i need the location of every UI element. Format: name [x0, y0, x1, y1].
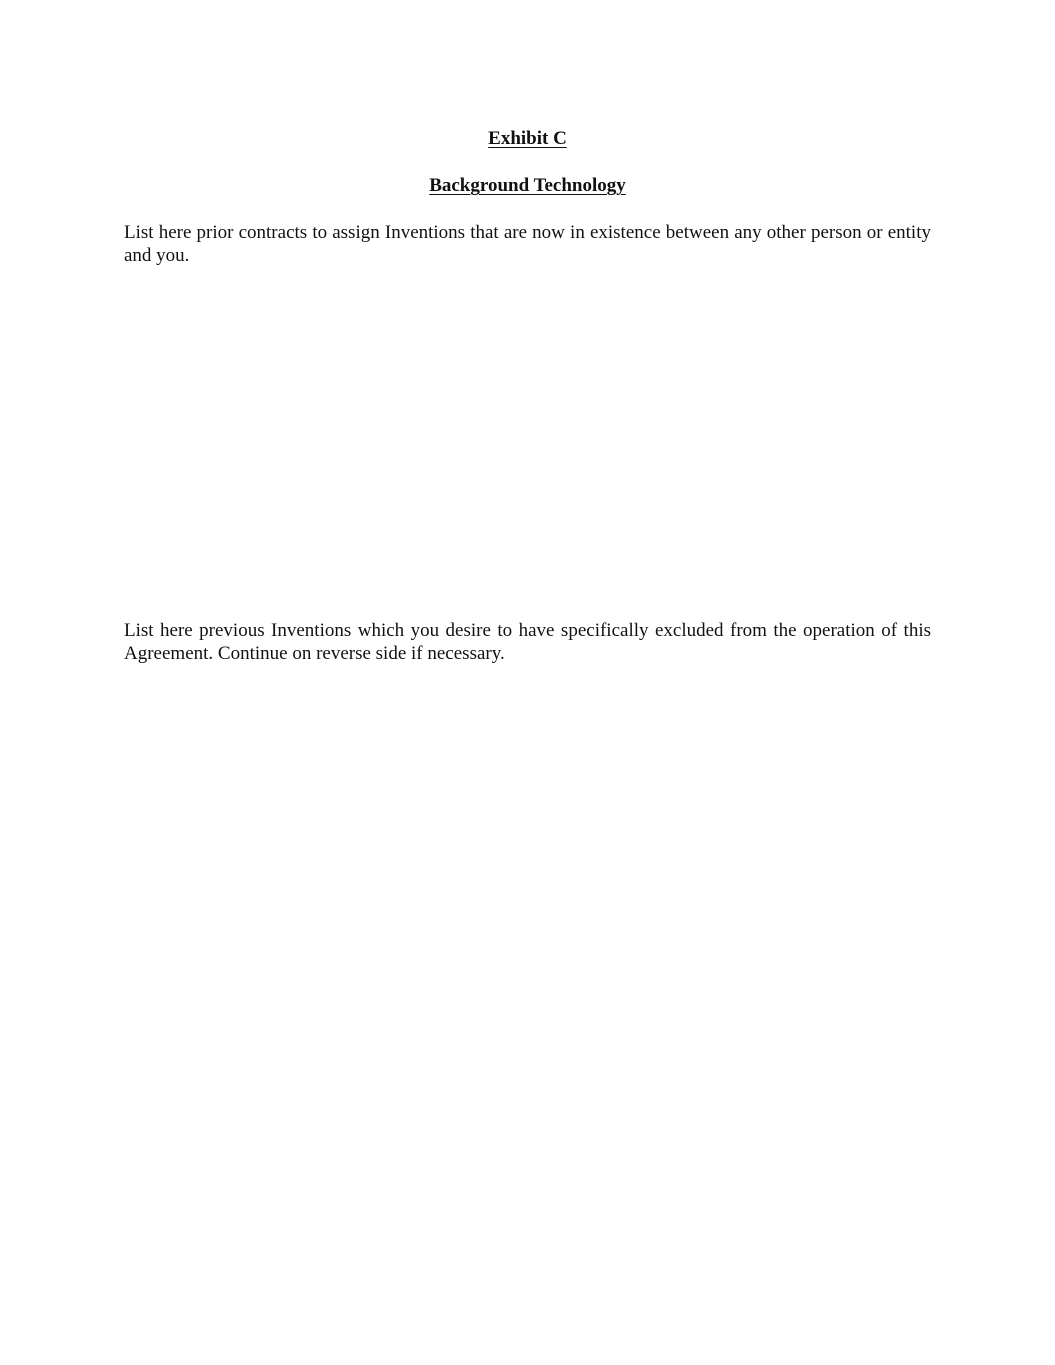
- prior-contracts-instruction: List here prior contracts to assign Inventions that are now in existence between any other person or entity and you.: [124, 222, 931, 266]
- section-title-text: Background Technology: [429, 175, 626, 196]
- section-title: [0, 175, 1055, 197]
- excluded-inventions-instruction: List here previous Inventions which you desire to have specifically excluded from the operation of this Agreement. Continue on reverse side if necessary.: [124, 620, 931, 664]
- exhibit-title-text: Exhibit C: [488, 128, 567, 149]
- exhibit-title: [0, 128, 1055, 150]
